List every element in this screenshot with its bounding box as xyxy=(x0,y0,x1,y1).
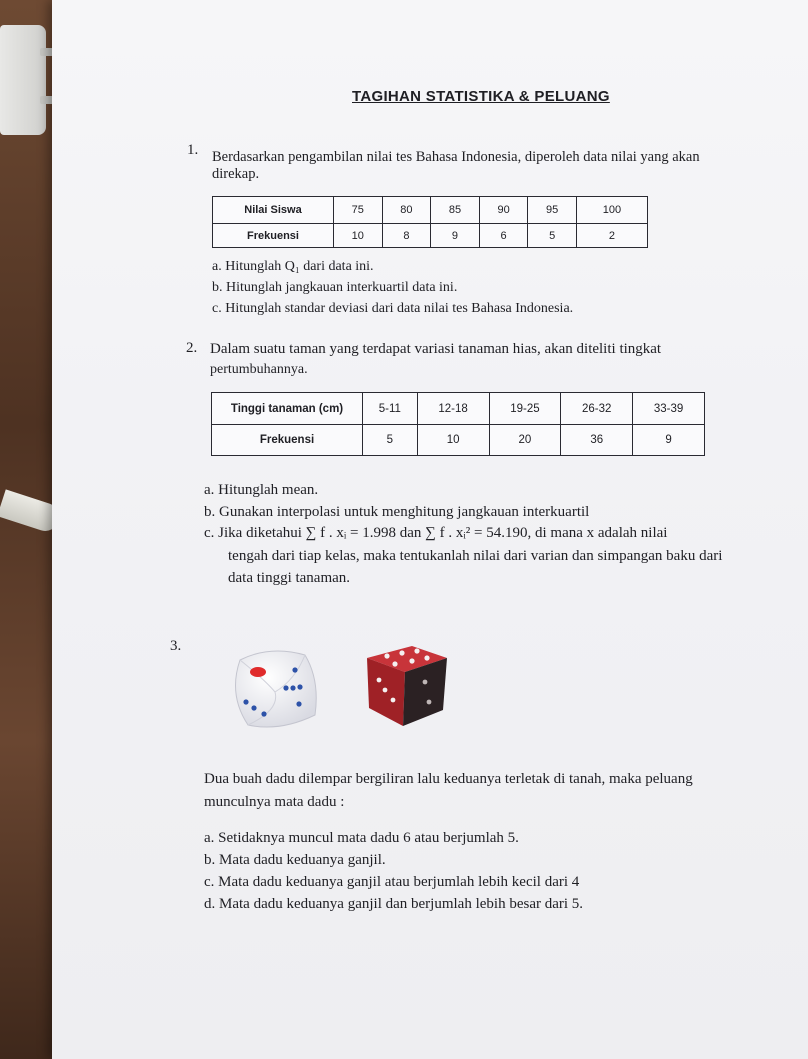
table-cell: 10 xyxy=(334,224,383,248)
q3-item-c: c. Mata dadu keduanya ganjil atau berjumlah lebih kecil dari 4 xyxy=(204,874,580,890)
charger-object xyxy=(0,25,46,135)
table-cell: 10 xyxy=(417,425,489,456)
table-cell: 95 xyxy=(528,197,577,224)
table-cell: 5-11 xyxy=(363,393,418,425)
table-cell: 33-39 xyxy=(633,393,705,425)
q1-item-c: c. Hitunglah standar deviasi dari data nilai tes Bahasa Indonesia. xyxy=(212,301,574,316)
page-title: TAGIHAN STATISTIKA & PELUANG xyxy=(352,88,610,105)
table-cell: 12-18 xyxy=(417,393,489,425)
table-cell: 5 xyxy=(363,425,418,456)
table-cell: 9 xyxy=(633,425,705,456)
q3-intro-line1: Dua buah dadu dilempar bergiliran lalu keduanya terletak di tanah, maka peluang xyxy=(204,771,693,787)
q1-table xyxy=(212,196,648,248)
table-cell: 9 xyxy=(431,224,480,248)
table-cell: 85 xyxy=(431,197,480,224)
q2-table-header-tinggi: Tinggi tanaman (cm) xyxy=(212,393,363,425)
table-cell: 8 xyxy=(382,224,431,248)
table-cell: 90 xyxy=(479,197,528,224)
q2-table-header-frekuensi: Frekuensi xyxy=(212,425,363,456)
q2-number: 2. xyxy=(186,340,198,356)
q3-item-d: d. Mata dadu keduanya ganjil dan berjumlah lebih besar dari 5. xyxy=(204,896,584,912)
table-cell: 2 xyxy=(576,224,647,248)
q2-item-c-line3: data tinggi tanaman. xyxy=(228,570,351,586)
white-die-icon xyxy=(220,640,330,735)
table-cell: 26-32 xyxy=(561,393,633,425)
q2-item-b: b. Gunakan interpolasi untuk menghitung jangkauan interkuartil xyxy=(204,504,590,520)
q2-intro-line2: pertumbuhannya. xyxy=(210,362,308,377)
red-die-icon xyxy=(357,638,457,733)
q1-intro-line2: direkap. xyxy=(212,166,260,182)
table-cell: 36 xyxy=(561,425,633,456)
q2-item-c-line1: c. Jika diketahui ∑ f . xᵢ = 1.998 dan ∑ f . xᵢ² = 54.190, di mana x adalah nilai xyxy=(204,525,668,541)
table-cell: 6 xyxy=(479,224,528,248)
table-cell: 100 xyxy=(576,197,647,224)
table-cell: 20 xyxy=(489,425,561,456)
q3-intro-line2: munculnya mata dadu : xyxy=(204,794,345,810)
q1-table-header-nilai: Nilai Siswa xyxy=(213,197,334,224)
q3-item-a: a. Setidaknya muncul mata dadu 6 atau berjumlah 5. xyxy=(204,830,519,846)
table-cell: 80 xyxy=(382,197,431,224)
q1-intro-line1: Berdasarkan pengambilan nilai tes Bahasa Indonesia, diperoleh data nilai yang akan xyxy=(212,149,700,165)
q1-item-a: a. Hitunglah Q₁ dari data ini. xyxy=(212,259,374,274)
q1-number: 1. xyxy=(187,142,199,158)
worksheet-paper xyxy=(52,0,808,1059)
q2-item-c-line2: tengah dari tiap kelas, maka tentukanlah nilai dari varian dan simpangan baku dari xyxy=(228,548,723,564)
table-cell: 75 xyxy=(334,197,383,224)
table-cell: 19-25 xyxy=(489,393,561,425)
q1-table-header-frekuensi: Frekuensi xyxy=(213,224,334,248)
q2-item-a: a. Hitunglah mean. xyxy=(204,482,319,498)
q2-intro-line1: Dalam suatu taman yang terdapat variasi tanaman hias, akan diteliti tingkat xyxy=(210,341,662,357)
q3-number: 3. xyxy=(170,638,182,654)
q1-item-b: b. Hitunglah jangkauan interkuartil data ini. xyxy=(212,280,458,295)
table-cell: 5 xyxy=(528,224,577,248)
q2-table xyxy=(211,392,705,456)
q3-item-b: b. Mata dadu keduanya ganjil. xyxy=(204,852,386,868)
